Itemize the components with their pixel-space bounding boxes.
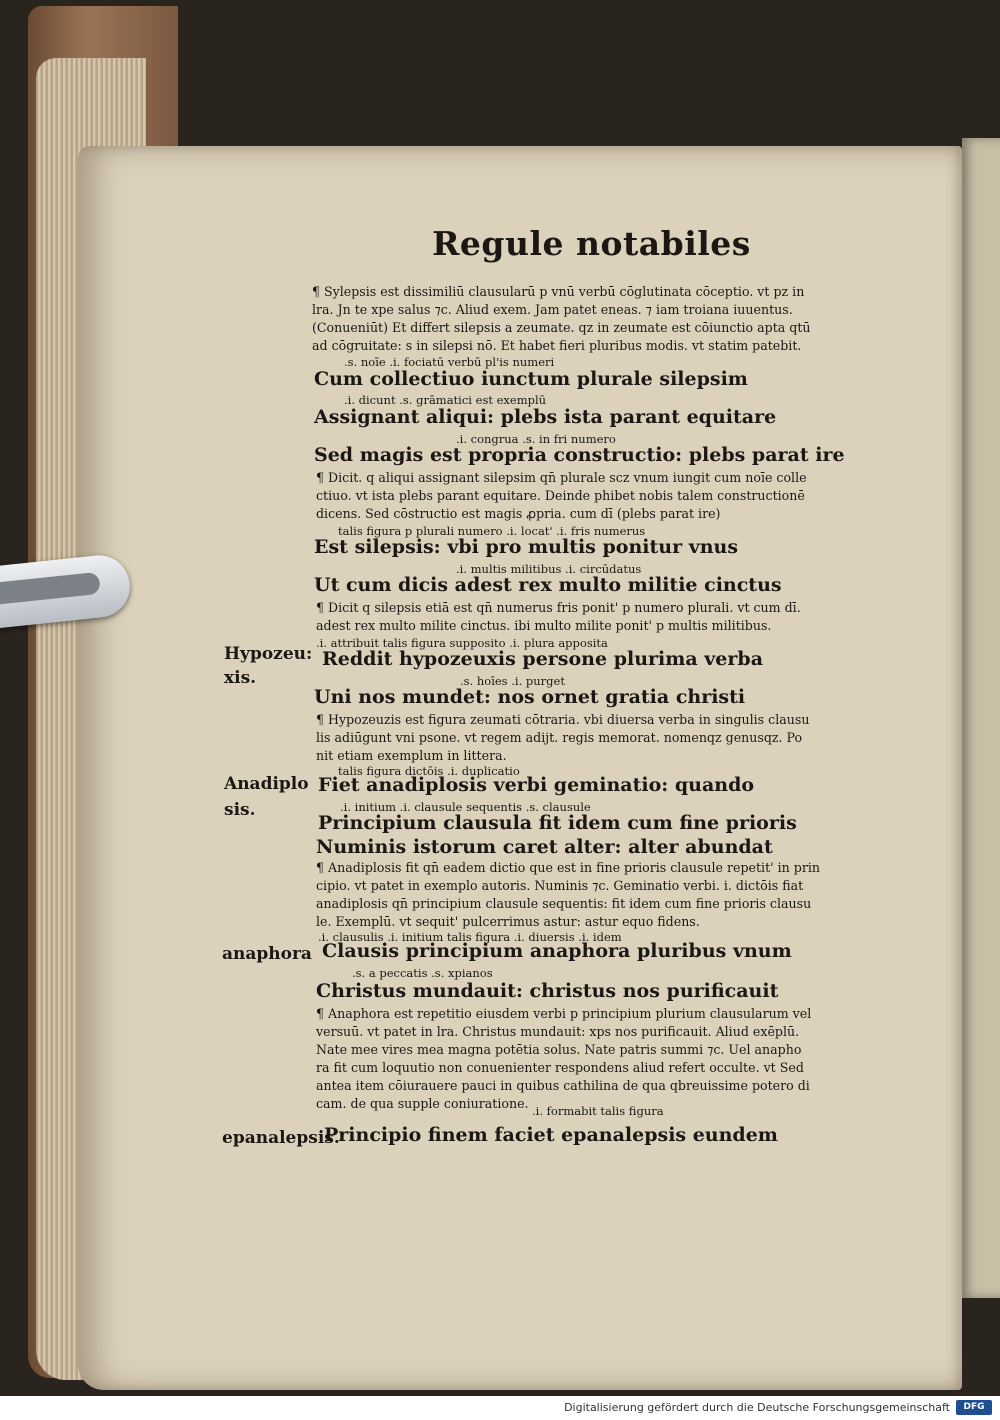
commentary-line: le. Exemplū. vt sequit' pulcerrimus astur: astur equo fidens.: [316, 914, 700, 929]
commentary-line: ctiuo. vt ista plebs parant equitare. Deinde phibet nobis talem constructionē: [316, 488, 805, 503]
commentary-line: adest rex multo milite cinctus. ibi multo milite ponit' p multis militibus.: [316, 618, 772, 633]
gloss-line: .i. dicunt .s. grāmatici est exemplū: [344, 393, 547, 407]
commentary-line: ¶ Sylepsis est dissimiliū clausularū p vnū verbū cōglutinata cōceptio. vt pz in: [312, 284, 805, 299]
verse-line: Est silepsis: vbi pro multis ponitur vnus: [314, 536, 739, 558]
gloss-line: .i. initium .i. clausule sequentis .s. clausule: [340, 800, 591, 814]
commentary-line: anadiplosis qn̄ principium clausule sequentis: fit idem cum fine prioris clausu: [316, 896, 812, 911]
gloss-line: talis figura dictōis .i. duplicatio: [338, 764, 520, 778]
commentary-line: (Conueniūt) Et differt silepsis a zeumate. qz in zeumate est cōiunctio apta qtū: [312, 320, 811, 335]
verse-line: Principium clausula fit idem cum fine prioris: [318, 812, 797, 834]
verse-line: Sed magis est propria constructio: plebs parat ire: [314, 444, 845, 466]
facing-page: [962, 138, 1000, 1298]
commentary-line: cipio. vt patet in exemplo autoris. Numinis ⁊c. Geminatio verbi. i. dictōis fiat: [316, 878, 804, 893]
commentary-line: nit etiam exemplum in littera.: [316, 748, 507, 763]
margin-note: Anadiplo: [224, 774, 309, 794]
gloss-line: talis figura p plurali numero .i. locat' .i. fris numerus: [338, 524, 646, 538]
verse-line: Christus mundauit: christus nos purificauit: [316, 980, 779, 1002]
verse-line: Fiet anadiplosis verbi geminatio: quando: [318, 774, 755, 796]
verse-line: Numinis istorum caret alter: alter abundat: [316, 836, 773, 858]
dfg-logo: DFG: [956, 1400, 992, 1415]
commentary-line: Nate mee vires mea magna potētia solus. Nate patris summi ⁊c. Uel anapho: [316, 1042, 802, 1057]
verse-line: Ut cum dicis adest rex multo militie cinctus: [314, 574, 782, 596]
margin-note: Hypozeu:: [224, 644, 313, 664]
commentary-line: ra fit cum loquutio non conuenienter respondens aliud refert occulte. vt Sed: [316, 1060, 804, 1075]
verse-line: Reddit hypozeuxis persone plurima verba: [322, 648, 763, 670]
gloss-line: .i. attribuit talis figura supposito .i. plura apposita: [316, 636, 608, 650]
gloss-line: .i. clausulis .i. initium talis figura .i. diuersis .i. idem: [318, 930, 622, 944]
gloss-line: .s. a peccatis .s. xpianos: [352, 966, 493, 980]
footer-bar: [0, 1396, 1000, 1420]
commentary-line: ¶ Hypozeuzis est figura zeumati cōtraria. vbi diuersa verba in singulis clausu: [316, 712, 810, 727]
commentary-line: ad cōgruitate: s in silepsi nō. Et habet fieri pluribus modis. vt statim patebit.: [312, 338, 802, 353]
margin-note: xis.: [224, 668, 257, 688]
verse-line: Clausis principium anaphora pluribus vnum: [322, 940, 792, 962]
margin-note: epanalepsis.: [222, 1128, 340, 1148]
margin-note: sis.: [224, 800, 256, 820]
verse-line: Uni nos mundet: nos ornet gratia christi: [314, 686, 746, 708]
footer-credit: Digitalisierung gefördert durch die Deutsche Forschungsgemeinschaft: [564, 1401, 950, 1414]
verse-line: Cum collectiuo iunctum plurale silepsim: [314, 368, 748, 390]
gloss-line: .i. multis militibus .i. circūdatus: [456, 562, 642, 576]
commentary-line: ¶ Anaphora est repetitio eiusdem verbi p principium plurium clausularum vel: [316, 1006, 812, 1021]
verse-line: Assignant aliqui: plebs ista parant equitare: [314, 406, 777, 428]
commentary-line: versuū. vt patet in lra. Christus mundauit: xps nos purificauit. Aliud exēplū.: [316, 1024, 800, 1039]
gloss-line: .s. noīe .i. fociatū verbū pl'is numeri: [344, 355, 555, 369]
commentary-line: ¶ Dicit q silepsis etiā est qn̄ numerus fris ponit' p numero plurali. vt cum dī.: [316, 600, 801, 615]
gloss-line: .i. formabit talis figura: [532, 1104, 664, 1118]
verse-line: Principio finem faciet epanalepsis eundem: [324, 1124, 778, 1146]
commentary-line: lis adiūgunt vni psone. vt regem adijt. regis memorat. nomenqz genusqz. Po: [316, 730, 803, 745]
commentary-line: ¶ Dicit. q aliqui assignant silepsim qn̄ plurale scz vnum iungit cum noīe colle: [316, 470, 807, 485]
commentary-line: cam. de qua supple coniuratione.: [316, 1096, 529, 1111]
margin-note: anaphora: [222, 944, 312, 964]
gloss-line: .s. hoīes .i. purget: [460, 674, 565, 688]
commentary-line: dicens. Sed cōstructio est magis ꝓpria. cum dī (plebs parat ire): [316, 506, 721, 521]
page-title: Regule notabiles: [432, 224, 751, 263]
commentary-line: antea item cōiurauere pauci in quibus cathilina de qua qbreuissime potero di: [316, 1078, 810, 1093]
commentary-line: lra. Jn te xpe salus ⁊c. Aliud exem. Jam patet eneas. ⁊ iam troiana iuuentus.: [312, 302, 793, 317]
commentary-line: ¶ Anadiplosis fit qn̄ eadem dictio que est in fine prioris clausule repetit' in prin: [316, 860, 820, 875]
gloss-line: .i. congrua .s. in fri numero: [456, 432, 616, 446]
